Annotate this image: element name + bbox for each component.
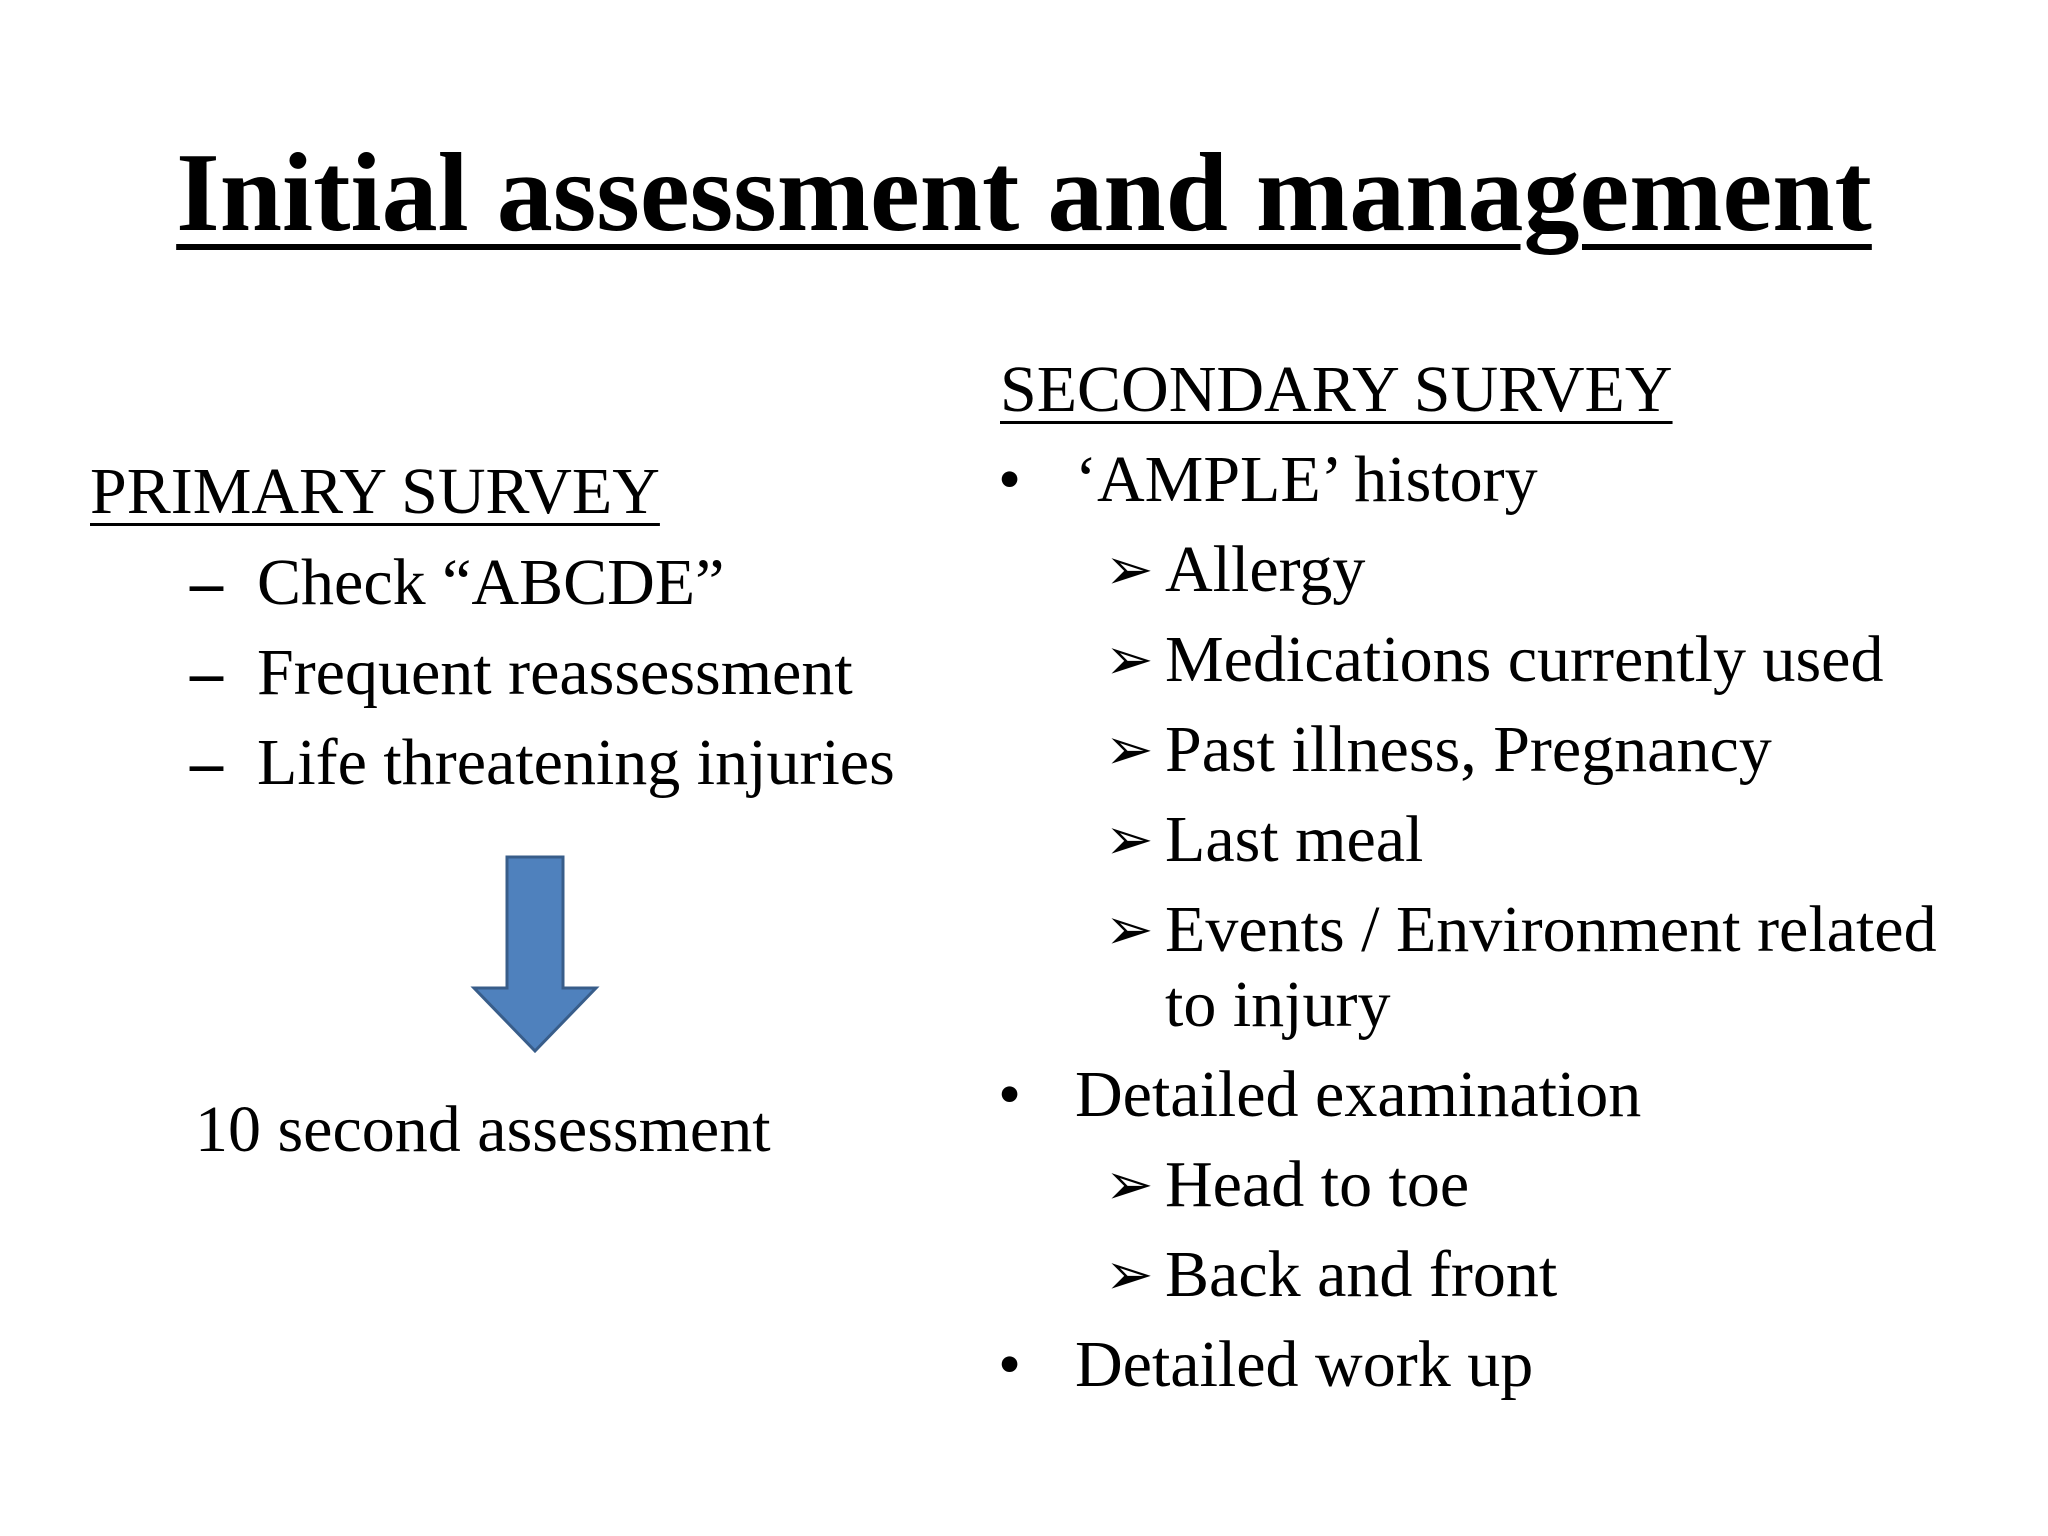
primary-result-text: 10 second assessment [195,1093,771,1166]
secondary-bullet-ample: ‘AMPLE’ history [1075,443,1538,516]
arrowhead-bullet-icon: ➢ [1105,627,1154,692]
dash-icon: – [190,636,223,709]
secondary-subitem-allergy: Allergy [1165,533,1366,606]
secondary-bullet-work-up: Detailed work up [1075,1328,1534,1401]
bullet-icon: • [998,443,1022,516]
secondary-subitem-events-continued: to injury [1165,968,1391,1041]
page-title: Initial assessment and management [176,131,1872,255]
arrowhead-bullet-icon: ➢ [1105,807,1154,872]
secondary-subitem-past-illness: Past illness, Pregnancy [1165,713,1772,786]
secondary-subitem-back-and-front: Back and front [1165,1238,1558,1311]
secondary-subitem-events: Events / Environment related [1165,893,1937,966]
primary-item-abcde: Check “ABCDE” [257,546,725,619]
primary-survey-heading: PRIMARY SURVEY [90,455,660,528]
dash-icon: – [190,546,223,619]
secondary-bullet-examination: Detailed examination [1075,1058,1642,1131]
secondary-subitem-head-to-toe: Head to toe [1165,1148,1470,1221]
primary-item-life-threatening: Life threatening injuries [257,726,895,799]
arrowhead-bullet-icon: ➢ [1105,897,1154,962]
secondary-subitem-last-meal: Last meal [1165,803,1424,876]
dash-icon: – [190,726,223,799]
arrowhead-bullet-icon: ➢ [1105,1242,1154,1307]
down-arrow-icon [470,855,600,1055]
arrowhead-bullet-icon: ➢ [1105,717,1154,782]
primary-item-reassessment: Frequent reassessment [257,636,853,709]
arrowhead-bullet-icon: ➢ [1105,1152,1154,1217]
secondary-subitem-medications: Medications currently used [1165,623,1884,696]
arrowhead-bullet-icon: ➢ [1105,537,1154,602]
secondary-survey-heading: SECONDARY SURVEY [1000,353,1673,426]
bullet-icon: • [998,1328,1022,1401]
bullet-icon: • [998,1058,1022,1131]
